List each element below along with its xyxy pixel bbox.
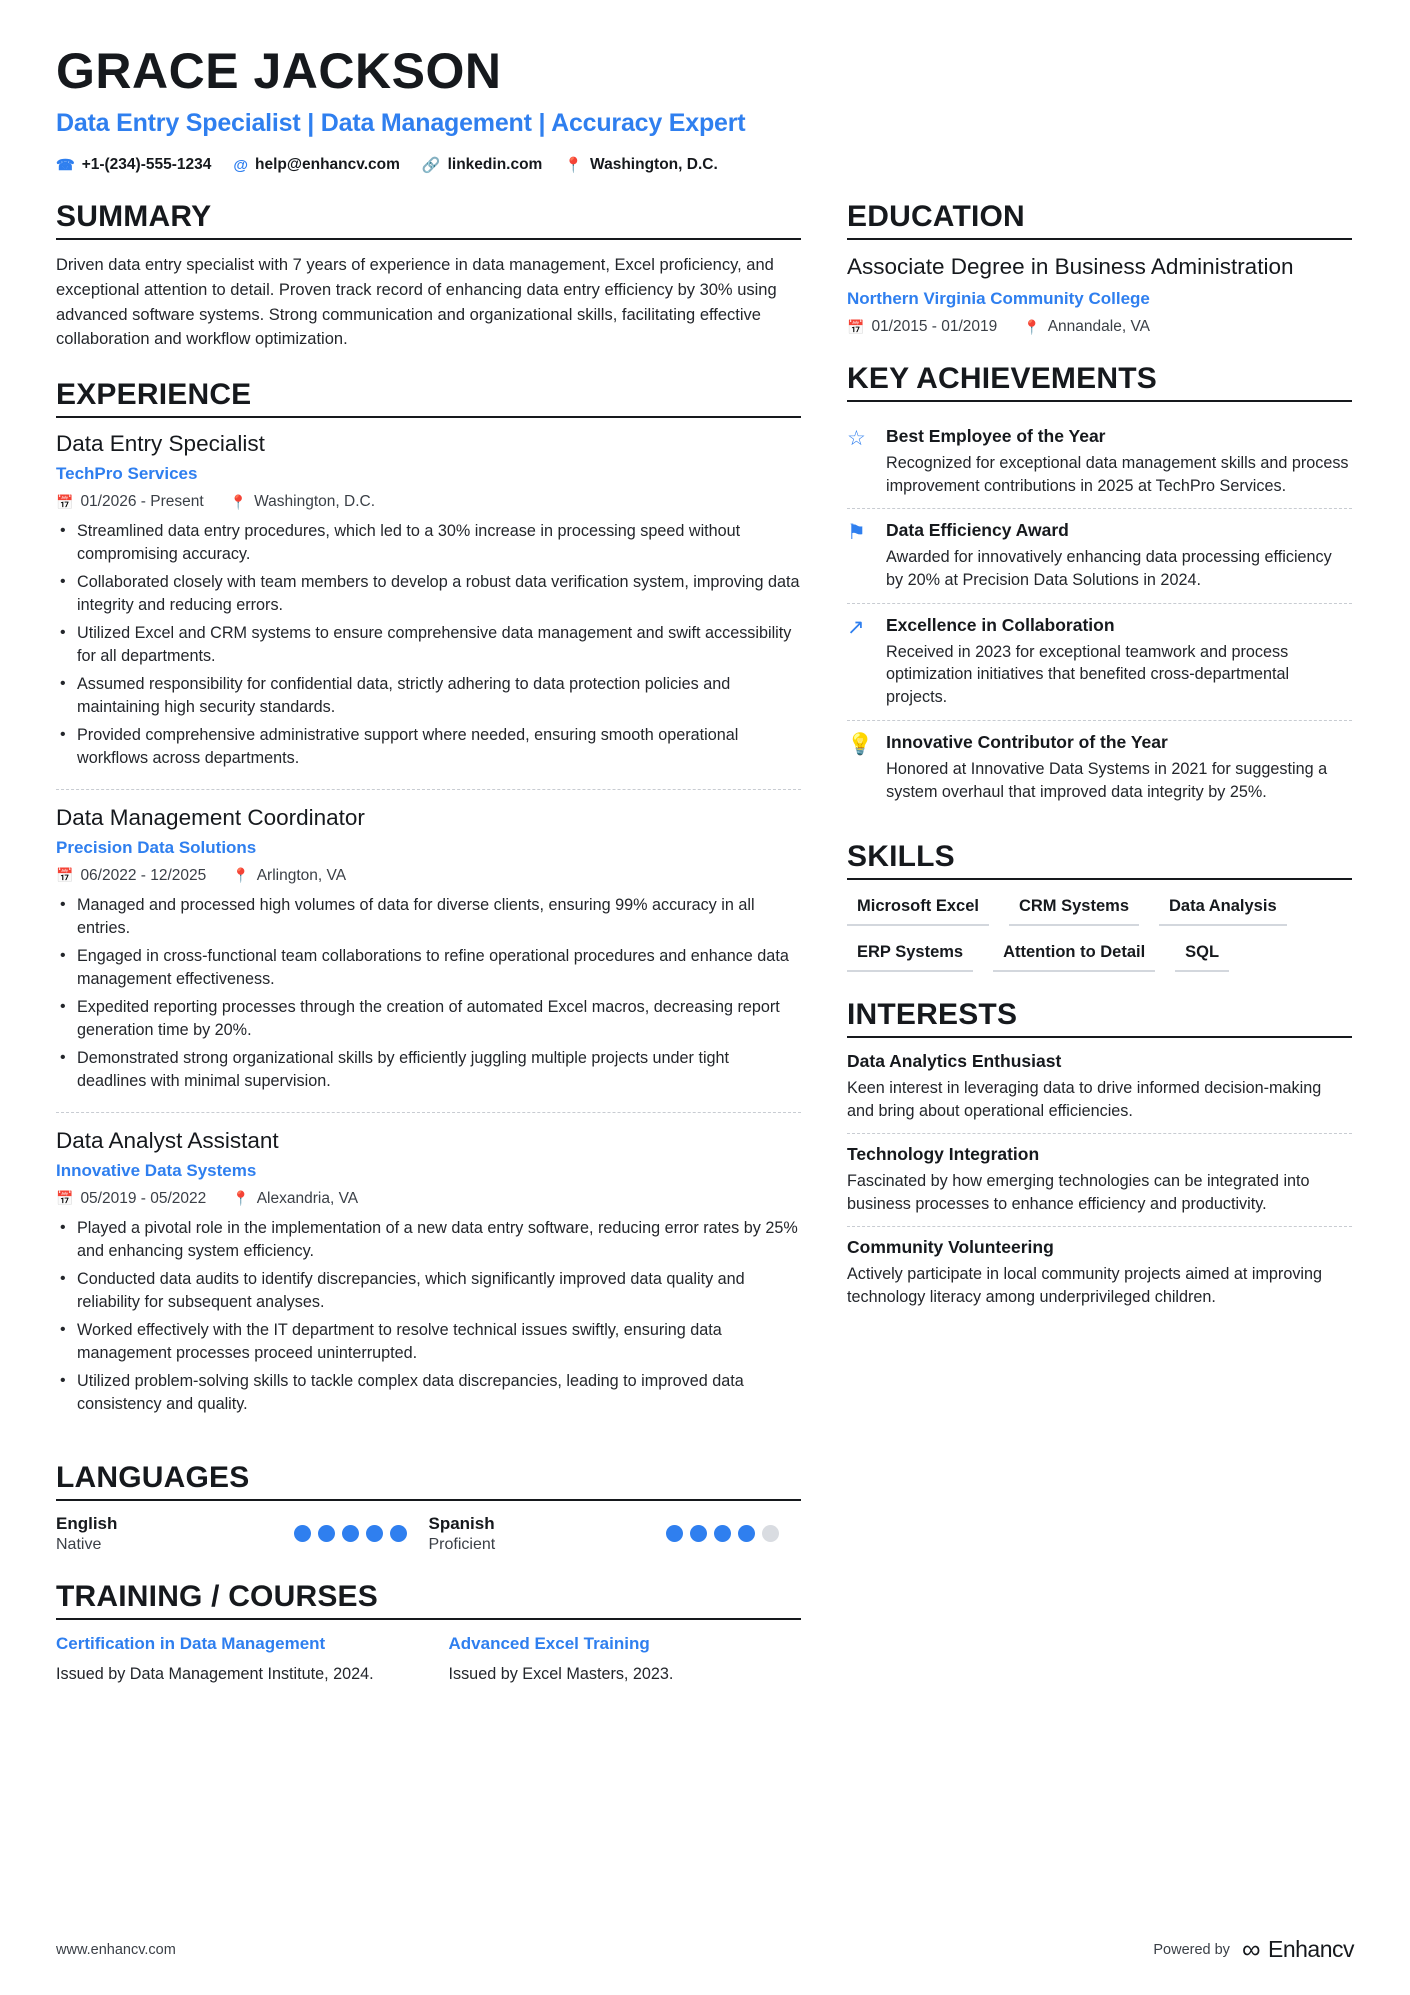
skill-chip: CRM Systems xyxy=(1009,893,1139,926)
language-level: Native xyxy=(56,1535,102,1553)
flag-icon: ⚑ xyxy=(847,521,866,545)
job-location xyxy=(232,867,346,885)
languages-grid xyxy=(56,1514,801,1554)
rating-dot xyxy=(666,1525,683,1542)
list-item: • Assumed responsibility for confidential data, strictly adhering to data protection policies and maintaining high security standards. xyxy=(56,673,801,720)
education-meta xyxy=(847,318,1352,336)
skill-chip: Data Analysis xyxy=(1159,893,1287,926)
rating-dot xyxy=(390,1525,407,1542)
language-item xyxy=(56,1514,429,1554)
training-item xyxy=(449,1633,802,1686)
language-level: Proficient xyxy=(428,1535,496,1553)
powered-by-label: Powered by xyxy=(1153,1941,1230,1958)
list-item: • Played a pivotal role in the implementation of a new data entry software, reducing error rates by 25% and enhancing system efficiency. xyxy=(56,1217,801,1264)
training-title: TRAINING / COURSES xyxy=(56,1580,801,1620)
brand-name: Enhancv xyxy=(1267,1936,1354,1962)
achievement-item xyxy=(847,720,1352,814)
job-bullets xyxy=(56,894,801,1094)
interests-title: INTERESTS xyxy=(847,998,1352,1038)
job-company: TechPro Services xyxy=(56,464,198,483)
job-dates-value: 05/2019 - 05/2022 xyxy=(80,1189,207,1207)
achievement-title: Innovative Contributor of the Year xyxy=(886,731,1168,752)
contact-location xyxy=(564,156,717,174)
lightbulb-icon: 💡 xyxy=(847,732,874,756)
interest-name: Data Analytics Enthusiast xyxy=(847,1051,1062,1072)
interest-name: Technology Integration xyxy=(847,1144,1040,1165)
contact-email-value[interactable]: help@enhancv.com xyxy=(255,156,400,173)
interest-name: Community Volunteering xyxy=(847,1237,1054,1258)
calendar-icon: 📅 xyxy=(56,493,74,510)
job-meta xyxy=(56,493,801,511)
achievement-desc: Honored at Innovative Data Systems in 2021 for suggesting a system overhaul that improved data integrity by 25%. xyxy=(886,759,1328,801)
education-section xyxy=(847,200,1352,336)
interest-item xyxy=(847,1133,1352,1226)
job-meta xyxy=(56,867,801,885)
list-item: • Collaborated closely with team members to develop a robust data verification system, improving data integrity and reducing errors. xyxy=(56,571,801,618)
experience-item xyxy=(56,789,801,1112)
location-icon: 📍 xyxy=(229,493,248,510)
job-location-value: Arlington, VA xyxy=(256,866,347,884)
achievement-item xyxy=(847,415,1352,508)
education-location-value: Annandale, VA xyxy=(1047,318,1150,336)
rating-dot xyxy=(714,1525,731,1542)
right-column xyxy=(847,200,1352,1345)
interest-desc: Fascinated by how emerging technologies can be integrated into business processes to enhance efficiency and productivity. xyxy=(847,1172,1310,1214)
skill-chip: SQL xyxy=(1175,939,1229,972)
job-company: Precision Data Solutions xyxy=(56,837,257,857)
job-dates xyxy=(56,1190,206,1208)
location-icon: 📍 xyxy=(564,156,584,174)
page-footer xyxy=(56,1934,1354,1965)
job-dates xyxy=(56,493,204,511)
training-item-desc: Issued by Excel Masters, 2023. xyxy=(448,1664,674,1683)
list-item: • Streamlined data entry procedures, which led to a 30% increase in processing speed without compromising accuracy. xyxy=(56,520,801,567)
infinity-icon: ∞ xyxy=(1241,1934,1260,1964)
education-school: Northern Virginia Community College xyxy=(847,289,1150,309)
list-item: • Engaged in cross-functional team collaborations to refine operational procedures and enhance data management effectiveness. xyxy=(56,945,801,992)
contact-location-value: Washington, D.C. xyxy=(590,156,718,173)
contact-link xyxy=(422,156,542,174)
contact-phone xyxy=(56,156,211,174)
education-title: EDUCATION xyxy=(847,200,1352,240)
list-item: • Provided comprehensive administrative support where needed, ensuring smooth operational workflows across departments. xyxy=(56,724,801,771)
calendar-icon: 📅 xyxy=(56,867,74,884)
interest-desc: Keen interest in leveraging data to drive informed decision-making and bring about operational efficiencies. xyxy=(847,1079,1322,1121)
skill-chip: ERP Systems xyxy=(847,939,973,972)
experience-item xyxy=(56,431,801,789)
skills-section xyxy=(847,840,1352,972)
rating-dot xyxy=(318,1525,335,1542)
achievement-title: Data Efficiency Award xyxy=(886,520,1069,541)
page-title: GRACE JACKSON xyxy=(56,43,502,99)
training-item-name: Advanced Excel Training xyxy=(448,1633,650,1653)
footer-branding xyxy=(1153,1934,1354,1965)
achievement-item xyxy=(847,508,1352,602)
calendar-icon: 📅 xyxy=(847,318,865,335)
summary-section xyxy=(56,200,801,352)
experience-title: EXPERIENCE xyxy=(56,378,801,418)
achievement-desc: Recognized for exceptional data management skills and process improvement contributions in 2025 at TechPro Services. xyxy=(886,454,1349,495)
phone-icon: ☎ xyxy=(56,156,75,174)
job-company: Innovative Data Systems xyxy=(56,1160,257,1180)
footer-website[interactable]: www.enhancv.com xyxy=(56,1941,176,1958)
location-icon: 📍 xyxy=(1023,318,1041,335)
summary-title: SUMMARY xyxy=(56,200,801,240)
job-location-value: Alexandria, VA xyxy=(256,1189,359,1207)
achievement-desc: Received in 2023 for exceptional teamwork and process optimization initiatives that benefited cross-departmental projects. xyxy=(886,642,1290,707)
left-column xyxy=(56,200,801,1711)
list-item: • Worked effectively with the IT department to resolve technical issues swiftly, ensuring data management processes proceed uninterrupted. xyxy=(56,1319,801,1366)
headline: Data Entry Specialist | Data Management | Accuracy Expert xyxy=(56,109,746,137)
contact-row xyxy=(56,156,1354,174)
language-item xyxy=(429,1514,802,1554)
list-item: • Utilized Excel and CRM systems to ensure comprehensive data management and swift accessibility for all departments. xyxy=(56,622,801,669)
job-role: Data Analyst Assistant xyxy=(56,1127,279,1153)
interest-item xyxy=(847,1051,1352,1133)
job-role: Data Entry Specialist xyxy=(56,431,265,456)
education-degree: Associate Degree in Business Administration xyxy=(847,254,1294,279)
rating-dot xyxy=(294,1525,311,1542)
language-rating xyxy=(294,1525,407,1542)
training-item-desc: Issued by Data Management Institute, 2024. xyxy=(56,1664,374,1683)
location-icon: 📍 xyxy=(232,867,250,884)
resume-header xyxy=(56,44,1354,174)
achievement-title: Excellence in Collaboration xyxy=(886,614,1115,635)
skill-chip: Microsoft Excel xyxy=(847,893,989,926)
job-dates xyxy=(56,867,206,885)
job-dates-value: 01/2026 - Present xyxy=(80,493,204,510)
language-name: English xyxy=(56,1513,118,1533)
contact-email xyxy=(233,156,400,174)
rating-dot xyxy=(366,1525,383,1542)
language-rating xyxy=(666,1525,779,1542)
enhancv-logo xyxy=(1242,1934,1354,1965)
interests-section xyxy=(847,998,1352,1319)
contact-link-value[interactable]: linkedin.com xyxy=(447,156,543,173)
job-role: Data Management Coordinator xyxy=(56,804,365,830)
interest-desc: Actively participate in local community projects aimed at improving technology literacy among underprivileged children. xyxy=(847,1265,1323,1307)
experience-section xyxy=(56,378,801,1435)
link-icon: 🔗 xyxy=(421,156,441,174)
experience-item xyxy=(56,1112,801,1435)
list-item: • Managed and processed high volumes of data for diverse clients, ensuring 99% accuracy in all entries. xyxy=(56,894,801,941)
achievement-item xyxy=(847,603,1352,720)
rating-dot xyxy=(342,1525,359,1542)
calendar-icon: 📅 xyxy=(56,1190,74,1207)
job-bullets xyxy=(56,520,801,771)
rating-dot xyxy=(738,1525,755,1542)
skills-title: SKILLS xyxy=(847,840,1352,880)
training-item-name: Certification in Data Management xyxy=(56,1633,326,1653)
achievement-desc: Awarded for innovatively enhancing data processing efficiency by 20% at Precision Data Solutions in 2024. xyxy=(886,548,1332,590)
list-item: • Utilized problem-solving skills to tackle complex data discrepancies, leading to improved data consistency and quality. xyxy=(56,1370,801,1417)
list-item: • Conducted data audits to identify discrepancies, which significantly improved data quality and reliability for subsequent analyses. xyxy=(56,1268,801,1315)
education-location xyxy=(1023,318,1150,336)
training-item xyxy=(56,1633,409,1686)
education-dates xyxy=(847,318,997,336)
training-section xyxy=(56,1580,801,1686)
education-dates-value: 01/2015 - 01/2019 xyxy=(871,318,998,336)
languages-title: LANGUAGES xyxy=(56,1461,801,1501)
achievement-title: Best Employee of the Year xyxy=(886,426,1106,447)
summary-text: Driven data entry specialist with 7 years of experience in data management, Excel proficiency, and exceptional attention to detail. Proven track record of enhancing data entry efficiency by 30% using advanced software systems. Strong communication and organizational skills, facilitating effective collaboration and workflow optimization. xyxy=(56,256,777,349)
interest-item xyxy=(847,1226,1352,1319)
job-location xyxy=(230,493,375,511)
location-icon: 📍 xyxy=(232,1190,250,1207)
skills-list xyxy=(847,893,1352,972)
achievements-title: KEY ACHIEVEMENTS xyxy=(847,362,1352,402)
achievements-section xyxy=(847,362,1352,814)
contact-phone-value: +1-(234)-555-1234 xyxy=(81,156,212,173)
languages-section xyxy=(56,1461,801,1554)
skill-chip: Attention to Detail xyxy=(993,939,1155,972)
job-location xyxy=(232,1190,358,1208)
list-item: • Expedited reporting processes through the creation of automated Excel macros, decreasing report generation time by 20%. xyxy=(56,996,801,1043)
rating-dot xyxy=(690,1525,707,1542)
training-grid xyxy=(56,1633,801,1686)
job-location-value: Washington, D.C. xyxy=(254,493,375,510)
language-name: Spanish xyxy=(428,1513,495,1533)
job-bullets xyxy=(56,1217,801,1417)
job-meta xyxy=(56,1190,801,1208)
list-item: • Demonstrated strong organizational skills by efficiently juggling multiple projects under tight deadlines with minimal supervision. xyxy=(56,1047,801,1094)
rating-dot-empty xyxy=(762,1525,779,1542)
email-icon: @ xyxy=(233,156,249,174)
rocket-icon: ↗ xyxy=(847,615,865,639)
job-dates-value: 06/2022 - 12/2025 xyxy=(80,866,207,884)
star-icon: ☆ xyxy=(847,427,866,451)
